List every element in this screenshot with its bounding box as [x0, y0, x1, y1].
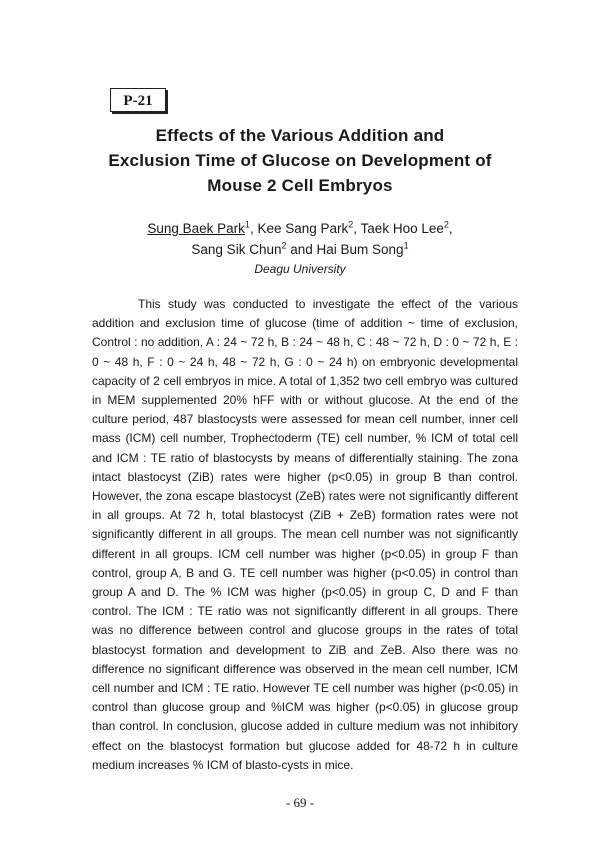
author-affil-sup: 2	[348, 219, 354, 230]
author-name: Hai Bum Song	[316, 242, 404, 257]
author-separator: and	[286, 242, 317, 257]
author-affil-sup: 1	[244, 219, 250, 230]
author-line-2	[60, 239, 540, 260]
author-line-1	[60, 218, 540, 239]
author-separator: ,	[353, 221, 361, 236]
title-line-2: Exclusion Time of Glucose on Development of	[108, 151, 492, 170]
author-name: Kee Sang Park	[257, 221, 349, 236]
title-line-1: Effects of the Various Addition and	[155, 126, 445, 145]
author-name: Taek Hoo Lee	[360, 221, 444, 236]
author-affil-sup: 2	[281, 240, 287, 251]
presenting-author: Sung Baek Park	[147, 221, 245, 236]
author-separator: ,	[249, 221, 258, 236]
poster-number-badge: P-21	[110, 88, 166, 112]
author-affil-sup: 2	[443, 219, 449, 230]
author-affil-sup: 1	[403, 240, 409, 251]
paper-title	[60, 123, 540, 198]
page-number: - 69 -	[285, 795, 315, 810]
author-list	[60, 218, 540, 260]
author-name: Sang Sik Chun	[191, 242, 282, 257]
title-line-3: Mouse 2 Cell Embryos	[207, 176, 393, 195]
abstract-paragraph: This study was conducted to investigate the effect of the various addition and exclusion time of glucose (time of addition ~ time of exclusion, Control : no addition, A : 24 ~ 72 h, B : 24 ~ 48 h, C : 48 ~ 72 h, D : 0 ~ 72 h, E : 0 ~ 48 h, F : 0 ~ 24 h, 48 ~ 72 h, G : 0 ~ 24 h) on embryonic developmental capacity of 2 cell embryos in mice. A total of 1,352 two cell embryo was cultured in MEM supplemented 20% hFF with or without glucose. At the end of the culture period, 487 blastocysts were assessed for mean cell number, inner cell mass (ICM) cell number, Trophectoderm (TE) cell number, % ICM of total cell and ICM : TE ratio of blastocysts by means of differentially staining. The zona intact blastocyst (ZiB) rates were higher (p<0.05) in group B than control. However, the zona escape blastocyst (ZeB) rates were not significantly different in all groups. At 72 h, total blastocyst (ZiB + ZeB) formation rates were not significantly different in all groups. The mean cell number was not significantly different in all groups. ICM cell number was higher (p<0.05) in group F than control, group A, B and G. TE cell number was higher (p<0.05) in control than group A and D. The % ICM was higher (p<0.05) in group C, D and F than control. The ICM : TE ratio was not significantly different in all groups. There was no difference between control and glucose groups in the rates of total blastocyst formation and development to ZiB and ZeB. Also there was no difference no significant difference was observed in the mean cell number, ICM cell number and ICM : TE ratio. However TE cell number was higher (p<0.05) in control than glucose group and %ICM was higher (p<0.05) in glucose group than control. In conclusion, glucose added in culture medium was not inhibitory effect on the blastocyst formation but glucose added for 48-72 h in culture medium increases % ICM of blasto-cysts in mice.	[92, 297, 518, 772]
affiliation: Deagu University	[254, 262, 346, 276]
author-separator: ,	[448, 221, 453, 236]
abstract-body	[92, 295, 518, 775]
